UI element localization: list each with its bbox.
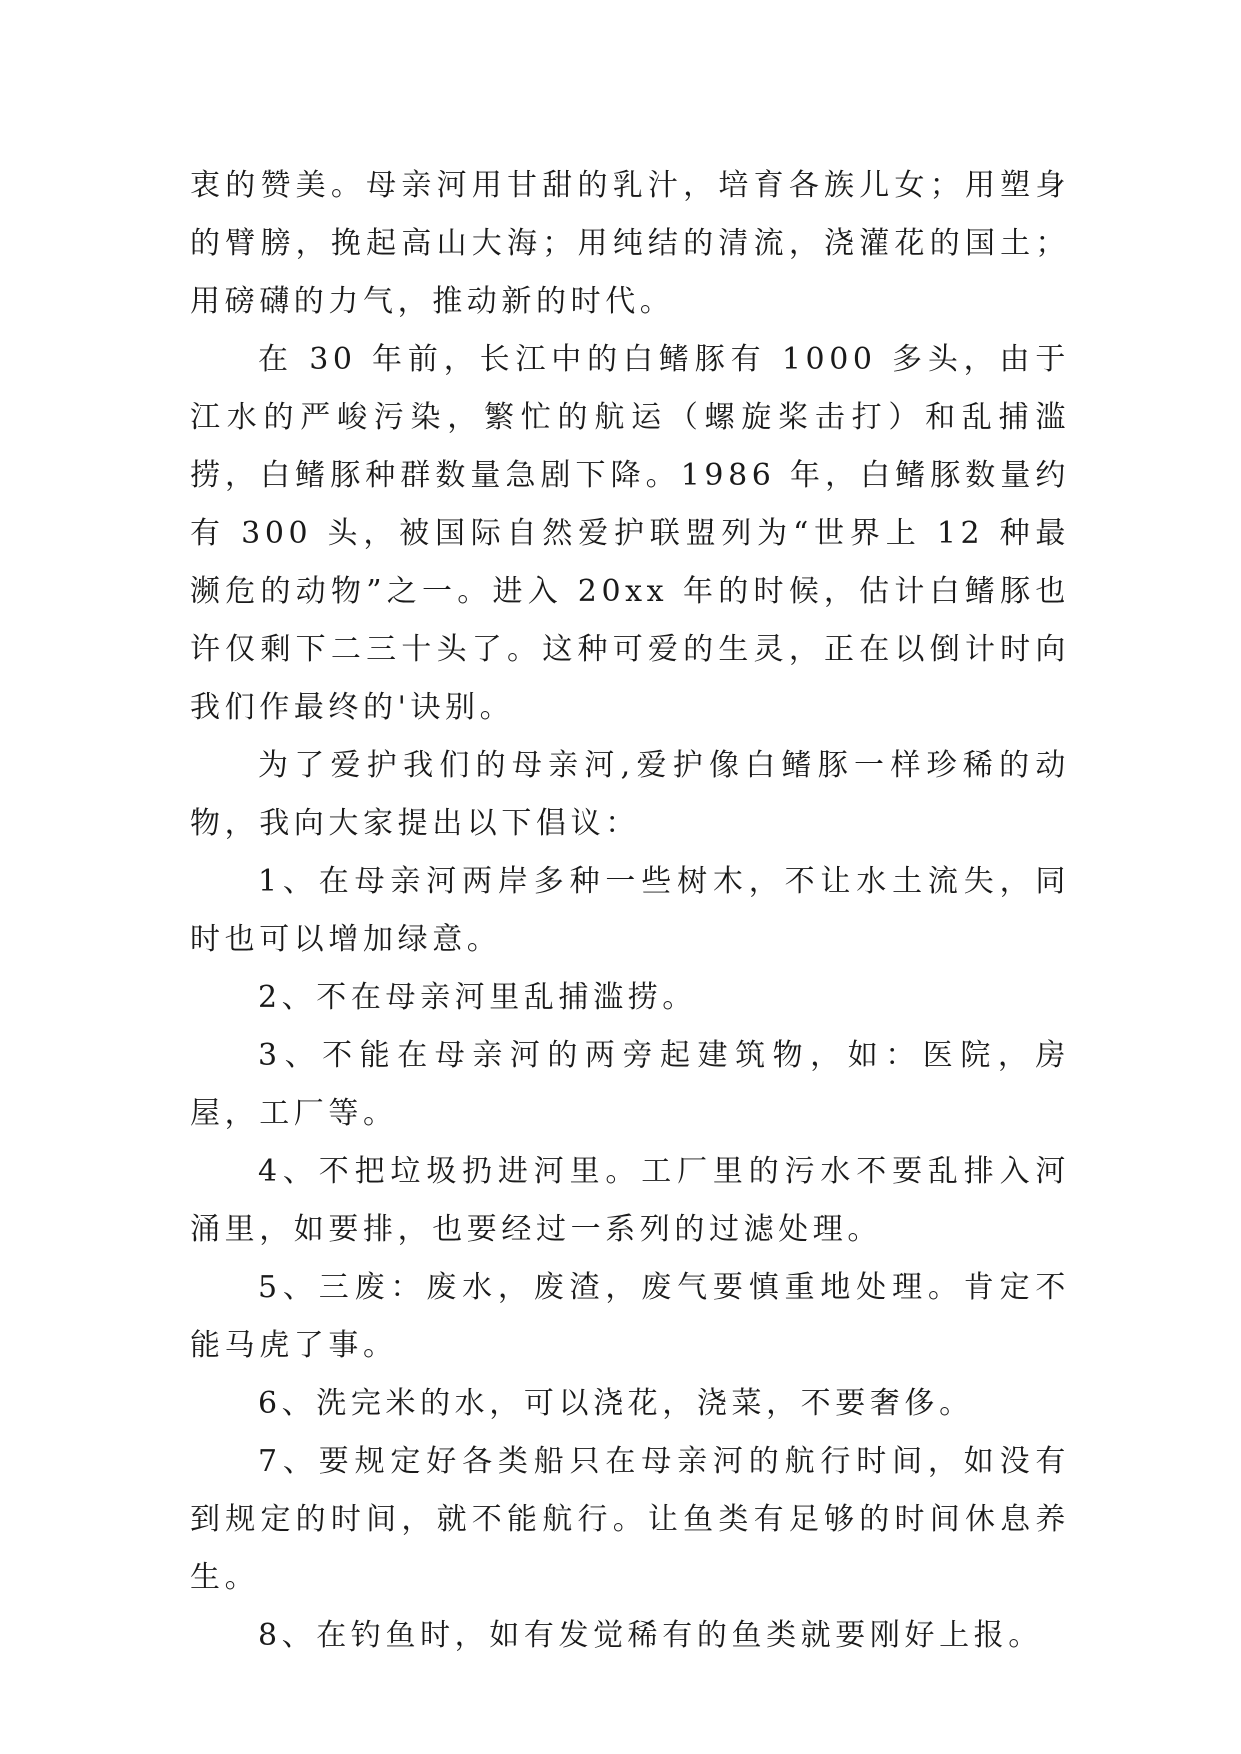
paragraph-proposal-intro: 为了爱护我们的母亲河,爱护像白鳍豚一样珍稀的动物，我向大家提出以下倡议： — [190, 748, 1070, 841]
proposal-item-7: 7、要规定好各类船只在母亲河的航行时间，如没有到规定的时间，就不能航行。让鱼类有足够的时间休息养生。 — [190, 1444, 1070, 1595]
proposal-item-2: 2、不在母亲河里乱捕滥捞。 — [258, 980, 697, 1015]
proposal-item-1: 1、在母亲河两岸多种一些树木，不让水土流失，同时也可以增加绿意。 — [190, 864, 1070, 957]
proposal-item-8: 8、在钓鱼时，如有发觉稀有的鱼类就要刚好上报。 — [258, 1618, 1043, 1653]
proposal-item-3: 3、不能在母亲河的两旁起建筑物，如：医院，房屋，工厂等。 — [190, 1038, 1070, 1131]
paragraph-white-dolphin: 在 30 年前，长江中的白鳍豚有 1000 多头，由于江水的严峻污染，繁忙的航运（螺旋桨击打）和乱捕滥捞，白鳍豚种群数量急剧下降。1986 年，白鳍豚数量约有 300 头，被国际自然爱护联盟列为“世界上 12 种最濒危的动物”之一。进入 20xx 年的时候，估计白鳍豚也许仅剩下二三十头了。这种可爱的生灵，正在以倒计时向我们作最终的'诀别。 — [190, 342, 1070, 725]
document-body — [190, 157, 1070, 1665]
proposal-item-5: 5、三废：废水，废渣，废气要慎重地处理。肯定不能马虎了事。 — [190, 1270, 1070, 1363]
proposal-item-6: 6、洗完米的水，可以浇花，浇菜，不要奢侈。 — [258, 1386, 974, 1421]
proposal-item-4: 4、不把垃圾扔进河里。工厂里的污水不要乱排入河涌里，如要排，也要经过一系列的过滤处理。 — [190, 1154, 1070, 1247]
paragraph-continued: 衷的赞美。母亲河用甘甜的乳汁，培育各族儿女；用塑身的臂膀，挽起高山大海；用纯结的清流，浇灌花的国土；用磅礴的力气，推动新的时代。 — [190, 168, 1070, 319]
